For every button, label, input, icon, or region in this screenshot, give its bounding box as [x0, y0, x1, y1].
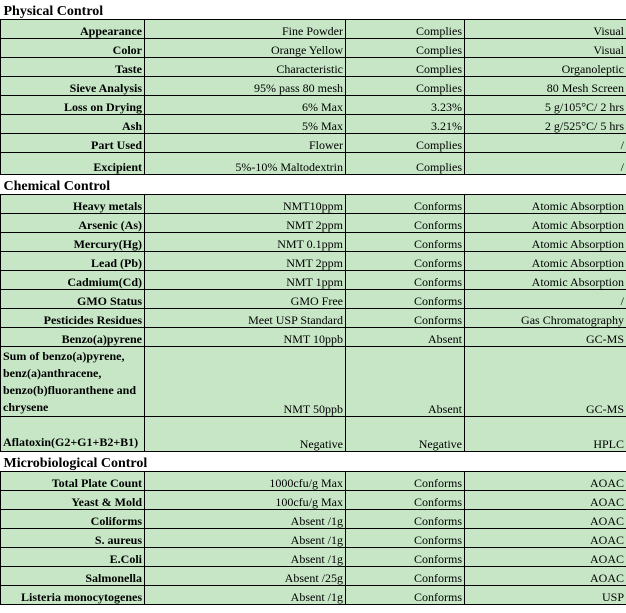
test-method: USP [465, 586, 626, 605]
test-method: AOAC [465, 548, 626, 567]
result-value: Conforms [346, 271, 465, 290]
result-value: Complies [346, 153, 465, 175]
item-name: Aflatoxin(G2+G1+B2+B1) [1, 417, 145, 452]
test-method: HPLC [465, 417, 626, 452]
test-method: GC-MS [465, 347, 626, 417]
specification-value: Absent /1g [145, 529, 346, 548]
specification-value: Negative [145, 417, 346, 452]
item-name: Part Used [1, 134, 145, 153]
section-title: Microbiological Control [1, 452, 626, 472]
table-row [1, 58, 626, 77]
item-name: Yeast & Mold [1, 491, 145, 510]
specification-value: Absent /1g [145, 586, 346, 605]
item-name: Excipient [1, 153, 145, 175]
result-value: Conforms [346, 252, 465, 271]
table-row [1, 529, 626, 548]
test-method: AOAC [465, 491, 626, 510]
table-row [1, 214, 626, 233]
specification-value: 100cfu/g Max [145, 491, 346, 510]
item-name: Benzo(a)pyrene [1, 328, 145, 347]
test-method: Gas Chromatography [465, 309, 626, 328]
item-name: Taste [1, 58, 145, 77]
result-value: Conforms [346, 510, 465, 529]
result-value: Conforms [346, 233, 465, 252]
specification-value: Characteristic [145, 58, 346, 77]
item-name: Arsenic (As) [1, 214, 145, 233]
item-name: Loss on Drying [1, 96, 145, 115]
specification-value: Absent /1g [145, 548, 346, 567]
section-row [1, 0, 626, 20]
item-name: Ash [1, 115, 145, 134]
result-value: Absent [346, 347, 465, 417]
result-value: Complies [346, 20, 465, 39]
table-row [1, 134, 626, 153]
item-name: Sieve Analysis [1, 77, 145, 96]
table-row [1, 252, 626, 271]
table-row [1, 491, 626, 510]
test-method: 2 g/525°C/ 5 hrs [465, 115, 626, 134]
specification-value: NMT 2ppm [145, 252, 346, 271]
table-row [1, 77, 626, 96]
section-row [1, 175, 626, 195]
test-method: Visual [465, 39, 626, 58]
test-method: 5 g/105°C/ 2 hrs [465, 96, 626, 115]
table-row [1, 309, 626, 328]
specification-value: NMT 2ppm [145, 214, 346, 233]
result-value: Negative [346, 417, 465, 452]
specification-value: NMT 0.1ppm [145, 233, 346, 252]
table-row [1, 328, 626, 347]
item-name: S. aureus [1, 529, 145, 548]
specification-value: 95% pass 80 mesh [145, 77, 346, 96]
test-method: Atomic Absorption [465, 195, 626, 214]
item-name: Listeria monocytogenes [1, 586, 145, 605]
result-value: Conforms [346, 309, 465, 328]
table-row [1, 472, 626, 491]
test-method: / [465, 153, 626, 175]
result-value: Conforms [346, 548, 465, 567]
result-value: Conforms [346, 491, 465, 510]
table-row [1, 271, 626, 290]
specification-value: NMT 10ppb [145, 328, 346, 347]
test-method: GC-MS [465, 328, 626, 347]
table-row [1, 153, 626, 175]
item-name: Lead (Pb) [1, 252, 145, 271]
result-value: 3.21% [346, 115, 465, 134]
table-row [1, 96, 626, 115]
item-name: Mercury(Hg) [1, 233, 145, 252]
specification-value: GMO Free [145, 290, 346, 309]
test-method: Atomic Absorption [465, 214, 626, 233]
table-row [1, 39, 626, 58]
table-row [1, 195, 626, 214]
test-method: AOAC [465, 529, 626, 548]
test-method: AOAC [465, 510, 626, 529]
item-name: Color [1, 39, 145, 58]
item-name: Sum of benzo(a)pyrene, benz(a)anthracene, benzo(b)fluoranthene and chrysene [1, 347, 145, 417]
table-row [1, 115, 626, 134]
result-value: Conforms [346, 529, 465, 548]
specification-value: 6% Max [145, 96, 346, 115]
specification-value: Orange Yellow [145, 39, 346, 58]
specification-value: Flower [145, 134, 346, 153]
specification-value: Absent /1g [145, 510, 346, 529]
result-value: Conforms [346, 586, 465, 605]
table-row [1, 510, 626, 529]
item-name: Heavy metals [1, 195, 145, 214]
test-method: AOAC [465, 472, 626, 491]
test-method: / [465, 290, 626, 309]
item-name: GMO Status [1, 290, 145, 309]
specification-value: 1000cfu/g Max [145, 472, 346, 491]
specification-value: NMT10ppm [145, 195, 346, 214]
result-value: Conforms [346, 290, 465, 309]
result-value: Complies [346, 39, 465, 58]
table-row [1, 567, 626, 586]
result-value: Conforms [346, 195, 465, 214]
result-value: Conforms [346, 472, 465, 491]
item-name: Salmonella [1, 567, 145, 586]
specification-value: Meet USP Standard [145, 309, 346, 328]
item-name: Cadmium(Cd) [1, 271, 145, 290]
item-name: Total Plate Count [1, 472, 145, 491]
test-method: Atomic Absorption [465, 252, 626, 271]
specification-value: 5% Max [145, 115, 346, 134]
table-row [1, 233, 626, 252]
result-value: Complies [346, 134, 465, 153]
table-row [1, 548, 626, 567]
specification-value: NMT 50ppb [145, 347, 346, 417]
item-name: Appearance [1, 20, 145, 39]
test-method: 80 Mesh Screen [465, 77, 626, 96]
section-title: Chemical Control [1, 175, 626, 195]
result-value: Conforms [346, 567, 465, 586]
section-title: Physical Control [1, 0, 626, 20]
table-row [1, 347, 626, 417]
section-row [1, 452, 626, 472]
specification-value: 5%-10% Maltodextrin [145, 153, 346, 175]
test-method: Atomic Absorption [465, 271, 626, 290]
table-row [1, 20, 626, 39]
result-value: Absent [346, 328, 465, 347]
item-name: Coliforms [1, 510, 145, 529]
item-name: E.Coli [1, 548, 145, 567]
table-row [1, 290, 626, 309]
result-value: Complies [346, 77, 465, 96]
specification-value: Absent /25g [145, 567, 346, 586]
result-value: 3.23% [346, 96, 465, 115]
specification-value: NMT 1ppm [145, 271, 346, 290]
test-method: AOAC [465, 567, 626, 586]
table-row [1, 586, 626, 605]
table-row [1, 417, 626, 452]
spec-table-body [1, 0, 626, 605]
item-name: Pesticides Residues [1, 309, 145, 328]
specification-value: Fine Powder [145, 20, 346, 39]
test-method: Organoleptic [465, 58, 626, 77]
result-value: Complies [346, 58, 465, 77]
result-value: Conforms [346, 214, 465, 233]
test-method: Visual [465, 20, 626, 39]
test-method: / [465, 134, 626, 153]
test-method: Atomic Absorption [465, 233, 626, 252]
